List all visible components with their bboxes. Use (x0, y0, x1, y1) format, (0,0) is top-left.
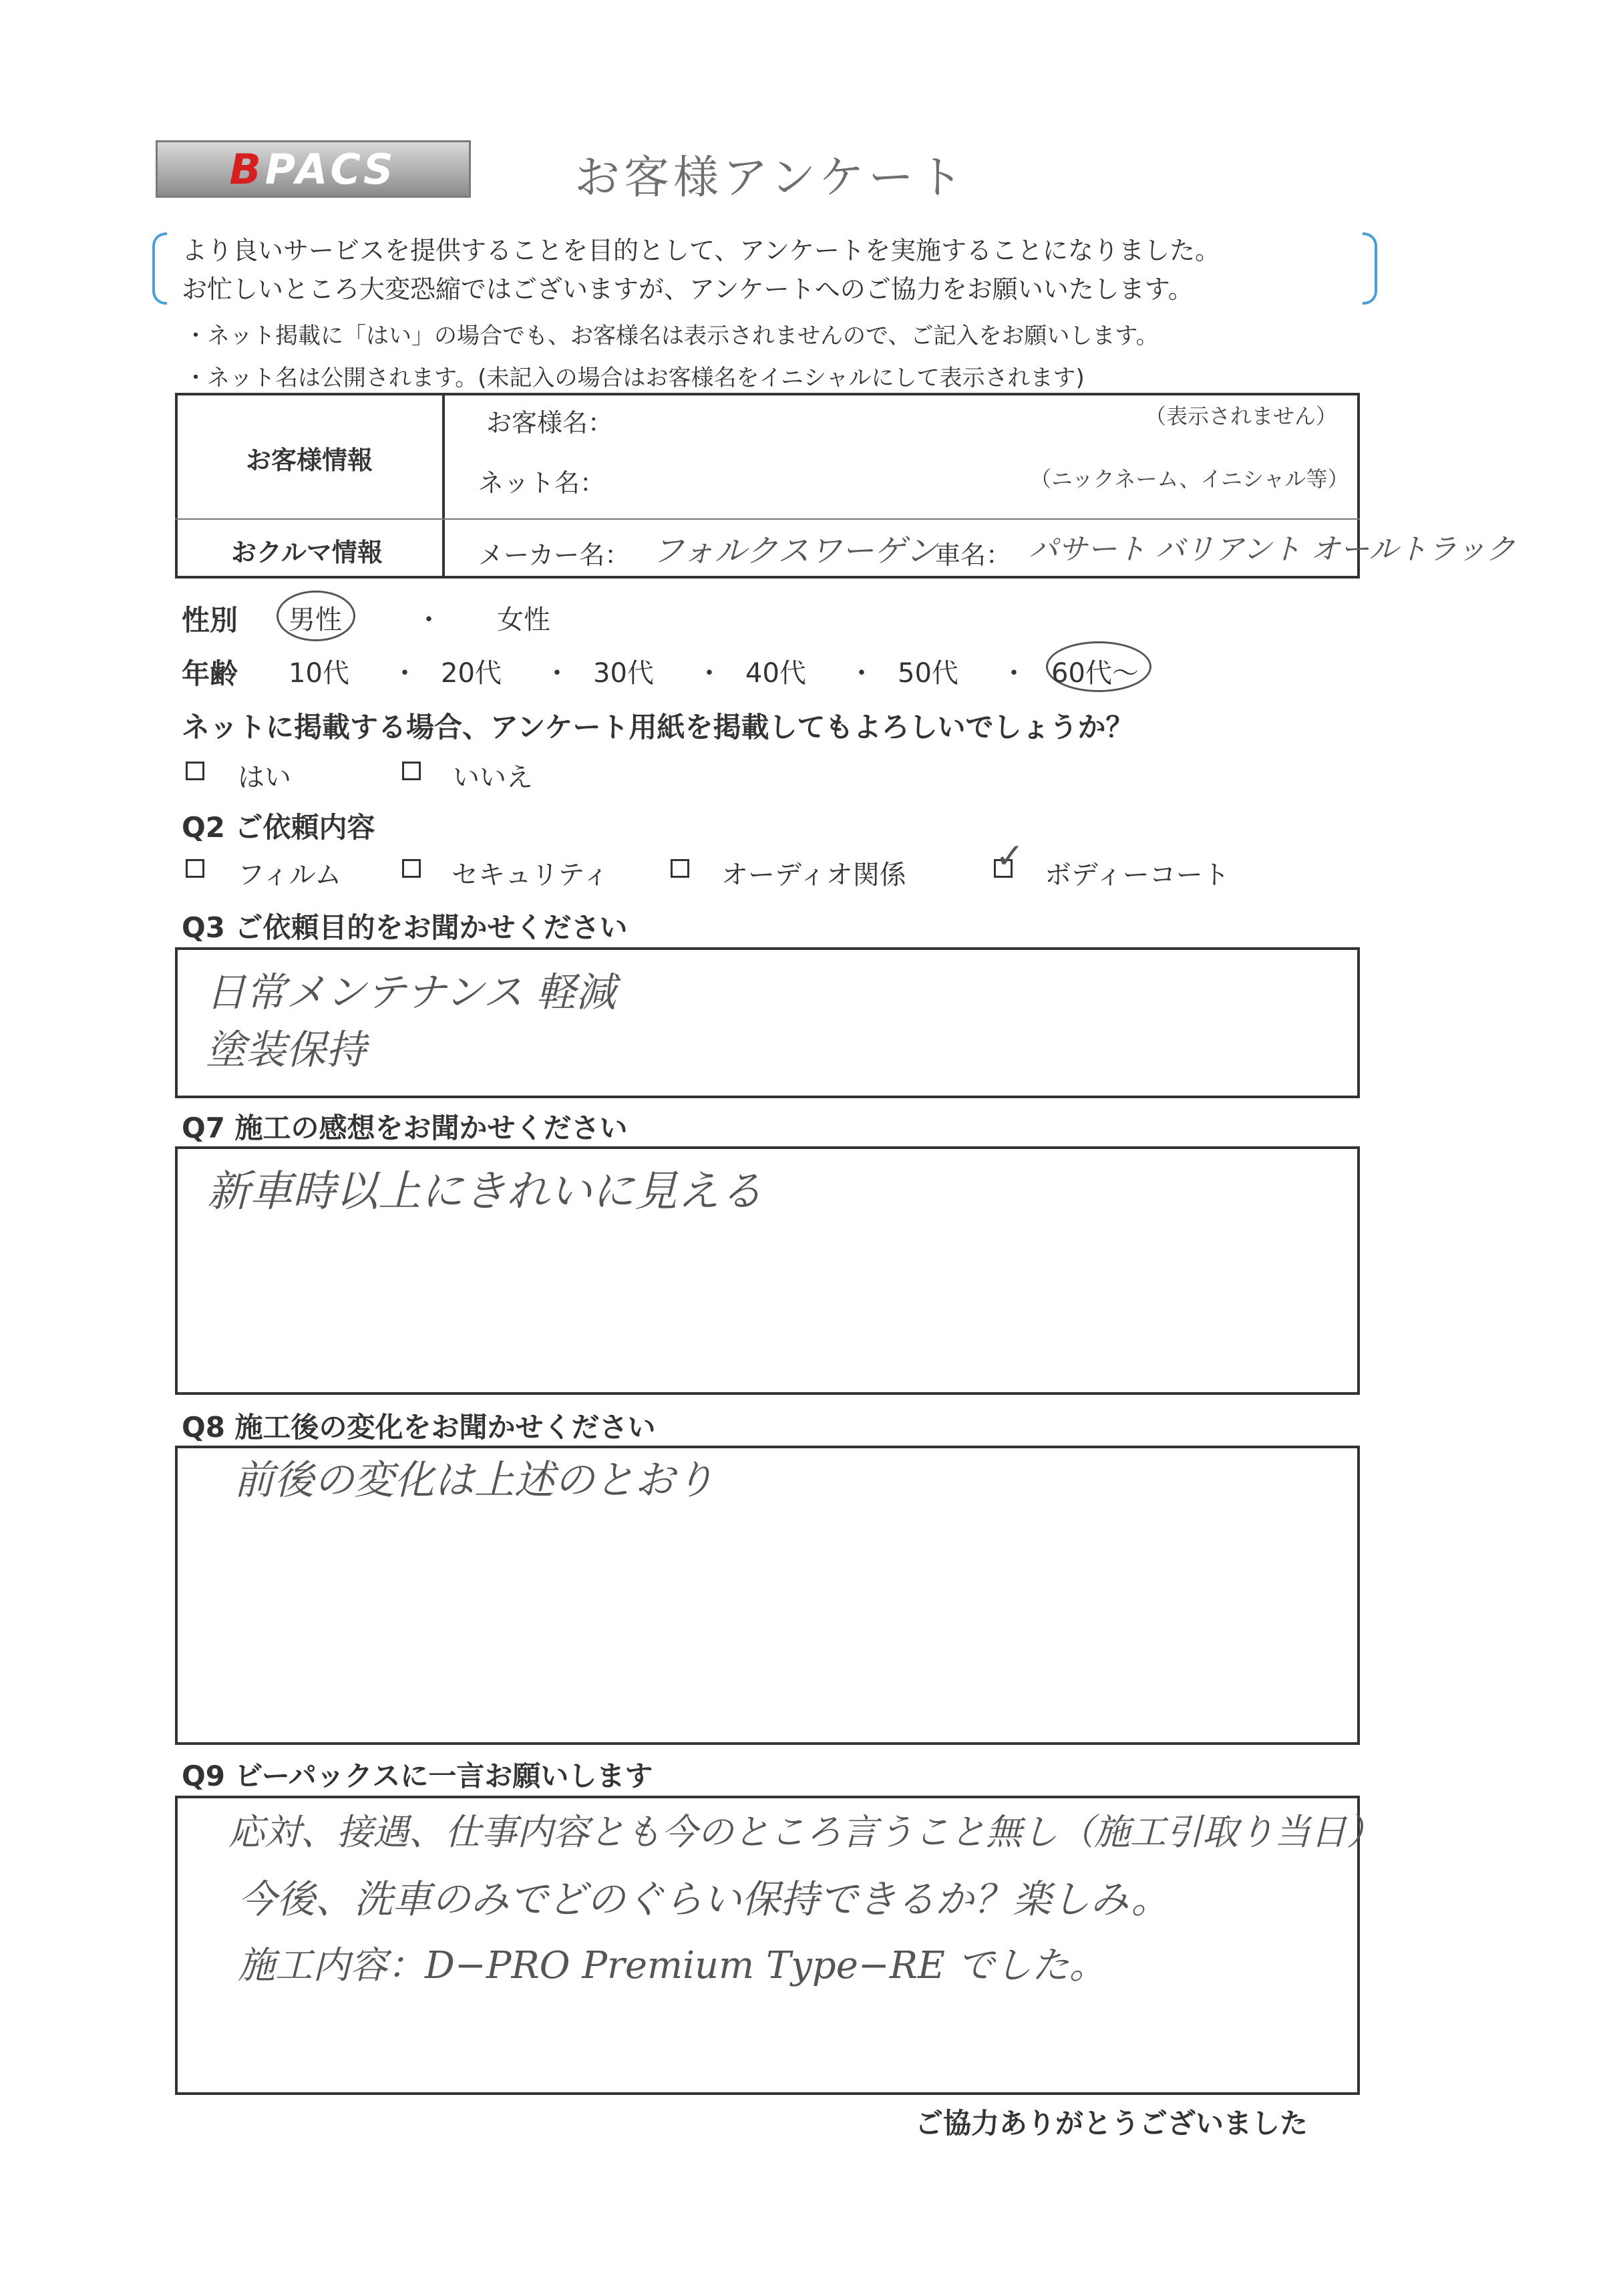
model-value: パサート バリアント オールトラック (1029, 532, 1515, 566)
note-2: ・ネット名は公開されます。(未記入の場合はお客様名をイニシャルにして表示されます) (184, 365, 1085, 391)
age-option-50[interactable]: 50代 (898, 658, 958, 689)
q9-answer-line-2: 今後、洗車のみでどのぐらい保持できるか？楽しみ。 (238, 1876, 1170, 1922)
model-label: 車名： (935, 540, 1012, 570)
q2-audio-label: オーディオ関係 (721, 860, 906, 890)
age-separator-2: ・ (544, 658, 570, 689)
customer-info-label: お客様情報 (246, 446, 373, 475)
age-option-30[interactable]: 30代 (593, 658, 654, 689)
net-name-note: （ニックネーム、イニシャル等） (1030, 466, 1349, 492)
q3-answer-line-2: 塗装保持 (206, 1027, 366, 1074)
info-table-divider (442, 393, 445, 579)
bpacs-logo (156, 140, 471, 198)
q3-title: Q3 ご依頼目的をお聞かせください (182, 911, 628, 944)
net-name-label: ネット名： (478, 468, 606, 498)
q2-bodycoat-check-mark: ✓ (995, 836, 1025, 876)
q9-title: Q9 ビーパックスに一言お願いします (182, 1760, 653, 1792)
q7-answer-line-1: 新車時以上にきれいに見える (207, 1167, 763, 1216)
gender-female[interactable]: 女性 (497, 605, 550, 635)
publish-yes-checkbox[interactable] (186, 762, 204, 780)
age-option-10[interactable]: 10代 (289, 658, 349, 689)
age-separator-3: ・ (696, 658, 723, 689)
age-separator-1: ・ (391, 658, 418, 689)
info-table-row-divider (175, 518, 1360, 520)
car-info-label: おクルマ情報 (231, 538, 383, 567)
q2-title: Q2 ご依頼内容 (182, 811, 375, 844)
age-option-20[interactable]: 20代 (441, 658, 502, 689)
maker-value: フォルクスワーゲン (652, 532, 938, 570)
customer-name-note: （表示されません） (1145, 403, 1338, 429)
q2-security-checkbox[interactable] (402, 859, 421, 878)
gender-separator: ・ (415, 605, 442, 635)
note-1: ・ネット掲載に「はい」の場合でも、お客様名は表示されませんので、ご記入をお願いします。 (184, 323, 1159, 349)
gender-male[interactable]: 男性 (289, 605, 342, 635)
intro-line-1: より良いサービスを提供することを目的として、アンケートを実施することになりました。 (182, 236, 1220, 265)
publish-no-label: いいえ (453, 762, 533, 793)
gender-label: 性別 (182, 604, 238, 637)
q3-answer-line-1: 日常メンテナンス 軽減 (206, 969, 616, 1016)
q7-title: Q7 施工の感想をお聞かせください (182, 1112, 628, 1144)
q9-answer-line-3: 施工内容：D−PRO Premium Type−RE でした。 (238, 1944, 1107, 1987)
q9-answer-line-1: 応対、接遇、仕事内容とも今のところ言うこと無し（施工引取り当日） (228, 1811, 1383, 1853)
intro-bracket-right (1363, 232, 1377, 305)
intro-bracket-left (152, 232, 167, 305)
intro-line-2: お忙しいところ大変恐縮ではございますが、アンケートへのご協力をお願いいたします。 (182, 275, 1194, 304)
q2-bodycoat-label: ボディーコート (1045, 860, 1230, 890)
age-option-40[interactable]: 40代 (745, 658, 806, 689)
q8-title: Q8 施工後の変化をお聞かせください (182, 1411, 656, 1444)
q2-film-checkbox[interactable] (186, 859, 204, 878)
age-option-60[interactable]: 60代〜 (1051, 658, 1139, 689)
q2-security-label: セキュリティ (452, 860, 609, 890)
age-separator-5: ・ (1001, 658, 1027, 689)
q8-answer-line-1: 前後の変化は上述のとおり (234, 1457, 715, 1504)
logo-text: BPACS (229, 144, 397, 194)
publish-yes-label: はい (238, 762, 291, 793)
publish-question-title: ネットに掲載する場合、アンケート用紙を掲載してもよろしいでしょうか？ (182, 711, 1134, 744)
publish-no-checkbox[interactable] (402, 762, 421, 780)
age-separator-4: ・ (848, 658, 875, 689)
q2-film-label: フィルム (238, 860, 342, 890)
age-label: 年齢 (182, 657, 238, 690)
q2-audio-checkbox[interactable] (671, 859, 689, 878)
page-title: お客様アンケート (574, 152, 967, 204)
customer-name-label: お客様名： (486, 408, 614, 438)
thanks-message: ご協力ありがとうございました (915, 2107, 1308, 2140)
maker-label: メーカー名： (478, 540, 631, 570)
